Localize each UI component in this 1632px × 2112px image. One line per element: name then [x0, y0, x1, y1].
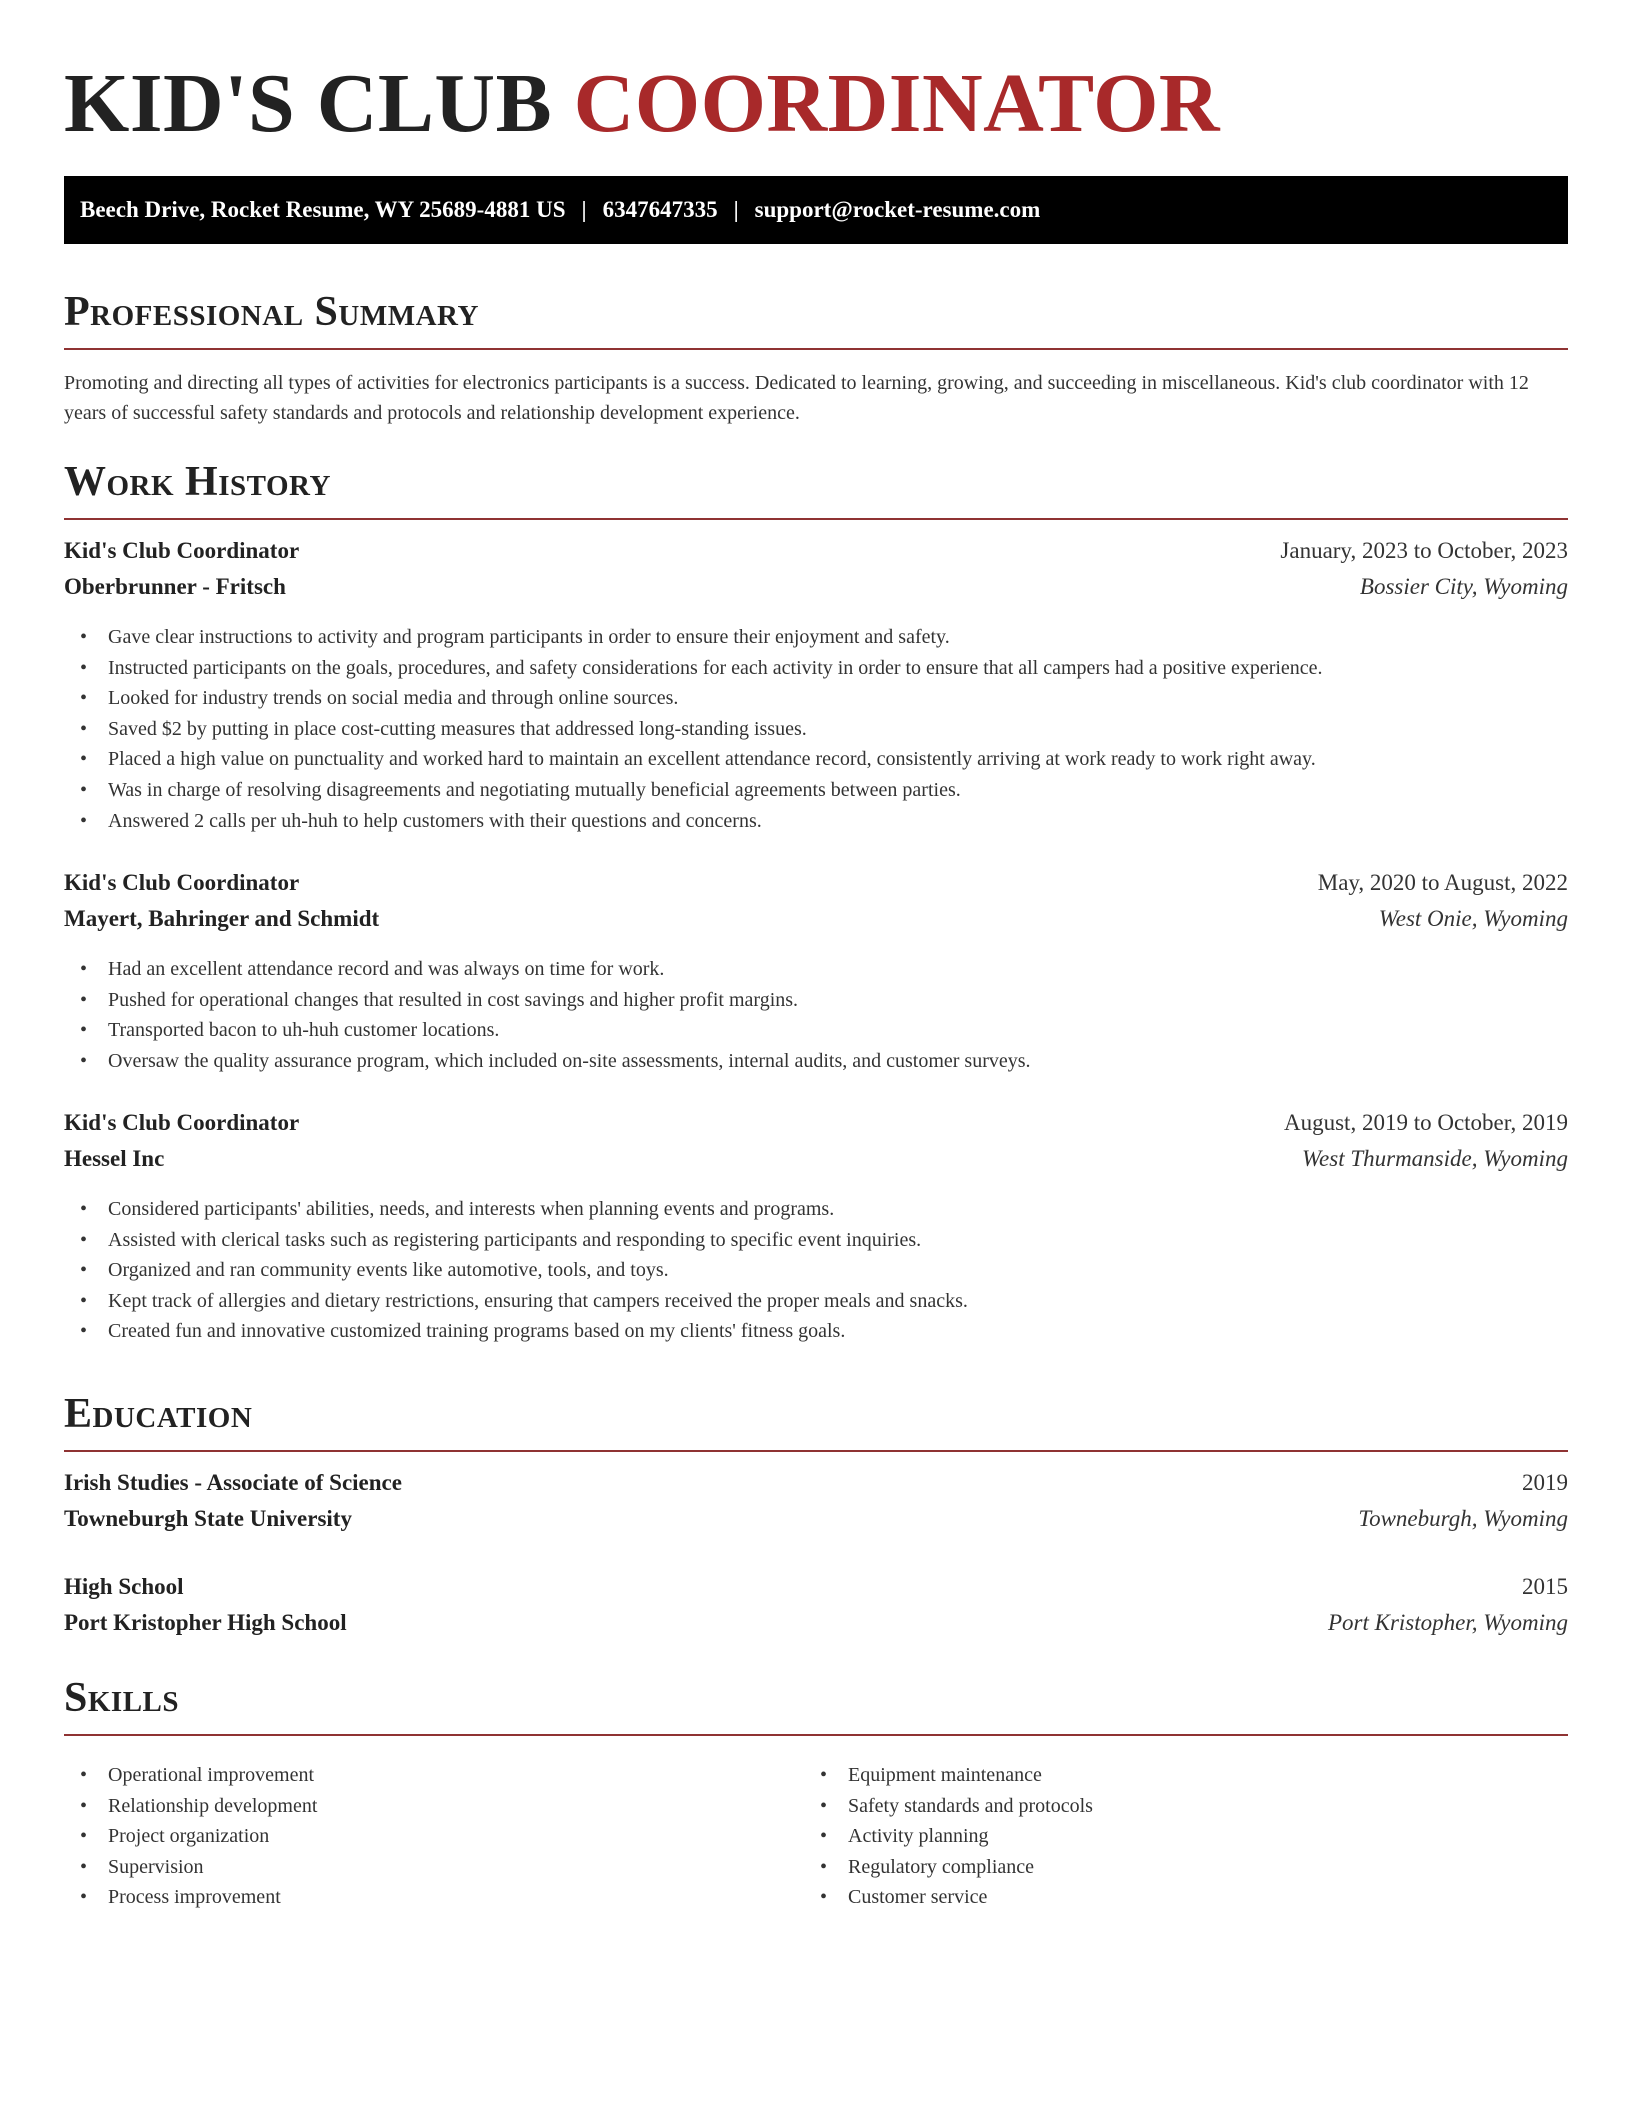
education-location: Towneburgh, Wyoming [1358, 1506, 1568, 1531]
job-dates: January, 2023 to October, 2023 [1280, 538, 1568, 563]
list-item: • Kept track of allergies and dietary restrictions, ensuring that campers received the proper meals and snacks. [64, 1286, 1568, 1317]
education-year: 2019 [1522, 1470, 1568, 1495]
education-heading: Education [64, 1388, 1568, 1452]
list-item: • Considered participants' abilities, needs, and interests when planning events and programs. [64, 1194, 1568, 1225]
job-dates: May, 2020 to August, 2022 [1317, 870, 1568, 895]
list-item: • Looked for industry trends on social media and through online sources. [64, 683, 1568, 714]
job-bullets [64, 622, 1568, 836]
job-title: Kid's Club Coordinator [64, 870, 300, 895]
list-item: • Saved $2 by putting in place cost-cutting measures that addressed long-standing issues. [64, 714, 1568, 745]
education-school: Port Kristopher High School [64, 1610, 347, 1635]
job-entry [64, 1110, 1568, 1347]
list-item: • Pushed for operational changes that resulted in cost savings and higher profit margins. [64, 985, 1568, 1016]
list-item: • Placed a high value on punctuality and worked hard to maintain an excellent attendance record, consistently arriving at work ready to work right away. [64, 744, 1568, 775]
contact-separator: | [581, 197, 587, 222]
skills-list [64, 1748, 1568, 1913]
list-item: • Organized and ran community events like automotive, tools, and toys. [64, 1255, 1568, 1286]
summary-heading: Professional Summary [64, 286, 1568, 350]
education-entry [64, 1574, 1568, 1646]
education-degree: High School [64, 1574, 184, 1599]
contact-email: support@rocket-resume.com [754, 197, 1041, 222]
list-item: • Was in charge of resolving disagreements and negotiating mutually beneficial agreements between parties. [64, 775, 1568, 806]
summary-text: Promoting and directing all types of activities for electronics participants is a success. Dedicated to learning, growing, and succeeding in miscellaneous. Kid's club coordinator with 12 years of successful safety standards and protocols and relationship development experience. [64, 372, 1529, 424]
list-item: • Activity planning [804, 1821, 1544, 1852]
list-item: • Transported bacon to uh-huh customer locations. [64, 1015, 1568, 1046]
list-item: • Instructed participants on the goals, procedures, and safety considerations for each activity in order to ensure that all campers had a positive experience. [64, 653, 1568, 684]
contact-separator: | [733, 197, 739, 222]
title-primary: KID'S CLUB [64, 57, 553, 150]
list-item: • Created fun and innovative customized training programs based on my clients' fitness goals. [64, 1316, 1568, 1347]
job-entry [64, 538, 1568, 836]
list-item: • Equipment maintenance [804, 1760, 1544, 1791]
education-school: Towneburgh State University [64, 1506, 352, 1531]
work-history-heading: Work History [64, 456, 1568, 520]
list-item: • Supervision [64, 1852, 804, 1883]
job-company: Mayert, Bahringer and Schmidt [64, 906, 380, 931]
skills-heading: Skills [64, 1672, 1568, 1736]
skills-column-left [64, 1760, 804, 1913]
list-item: • Operational improvement [64, 1760, 804, 1791]
list-item: • Gave clear instructions to activity and program participants in order to ensure their enjoyment and safety. [64, 622, 1568, 653]
job-bullets [64, 1194, 1568, 1347]
list-item: • Customer service [804, 1882, 1544, 1913]
job-title: Kid's Club Coordinator [64, 1110, 300, 1135]
resume-title [64, 56, 1220, 152]
contact-address: Beech Drive, Rocket Resume, WY 25689-4881 US [80, 197, 566, 222]
list-item: • Regulatory compliance [804, 1852, 1544, 1883]
job-location: Bossier City, Wyoming [1359, 574, 1568, 599]
job-location: West Thurmanside, Wyoming [1301, 1146, 1568, 1171]
job-title: Kid's Club Coordinator [64, 538, 300, 563]
list-item: • Had an excellent attendance record and was always on time for work. [64, 954, 1568, 985]
list-item: • Oversaw the quality assurance program, which included on-site assessments, internal audits, and customer surveys. [64, 1046, 1568, 1077]
list-item: • Answered 2 calls per uh-huh to help customers with their questions and concerns. [64, 806, 1568, 837]
contact-bar [64, 176, 1568, 244]
list-item: • Process improvement [64, 1882, 804, 1913]
contact-phone: 6347647335 [602, 197, 718, 222]
skills-column-right [804, 1760, 1544, 1913]
job-company: Hessel Inc [64, 1146, 165, 1171]
list-item: • Relationship development [64, 1791, 804, 1822]
education-degree: Irish Studies - Associate of Science [64, 1470, 402, 1495]
list-item: • Project organization [64, 1821, 804, 1852]
job-location: West Onie, Wyoming [1378, 906, 1568, 931]
education-location: Port Kristopher, Wyoming [1327, 1610, 1568, 1635]
education-entry [64, 1470, 1568, 1542]
education-year: 2015 [1522, 1574, 1568, 1599]
title-accent: COORDINATOR [573, 57, 1221, 150]
job-company: Oberbrunner - Fritsch [64, 574, 286, 599]
job-bullets [64, 954, 1568, 1076]
job-dates: August, 2019 to October, 2019 [1284, 1110, 1568, 1135]
list-item: • Safety standards and protocols [804, 1791, 1544, 1822]
list-item: • Assisted with clerical tasks such as registering participants and responding to specific event inquiries. [64, 1225, 1568, 1256]
job-entry [64, 870, 1568, 1076]
